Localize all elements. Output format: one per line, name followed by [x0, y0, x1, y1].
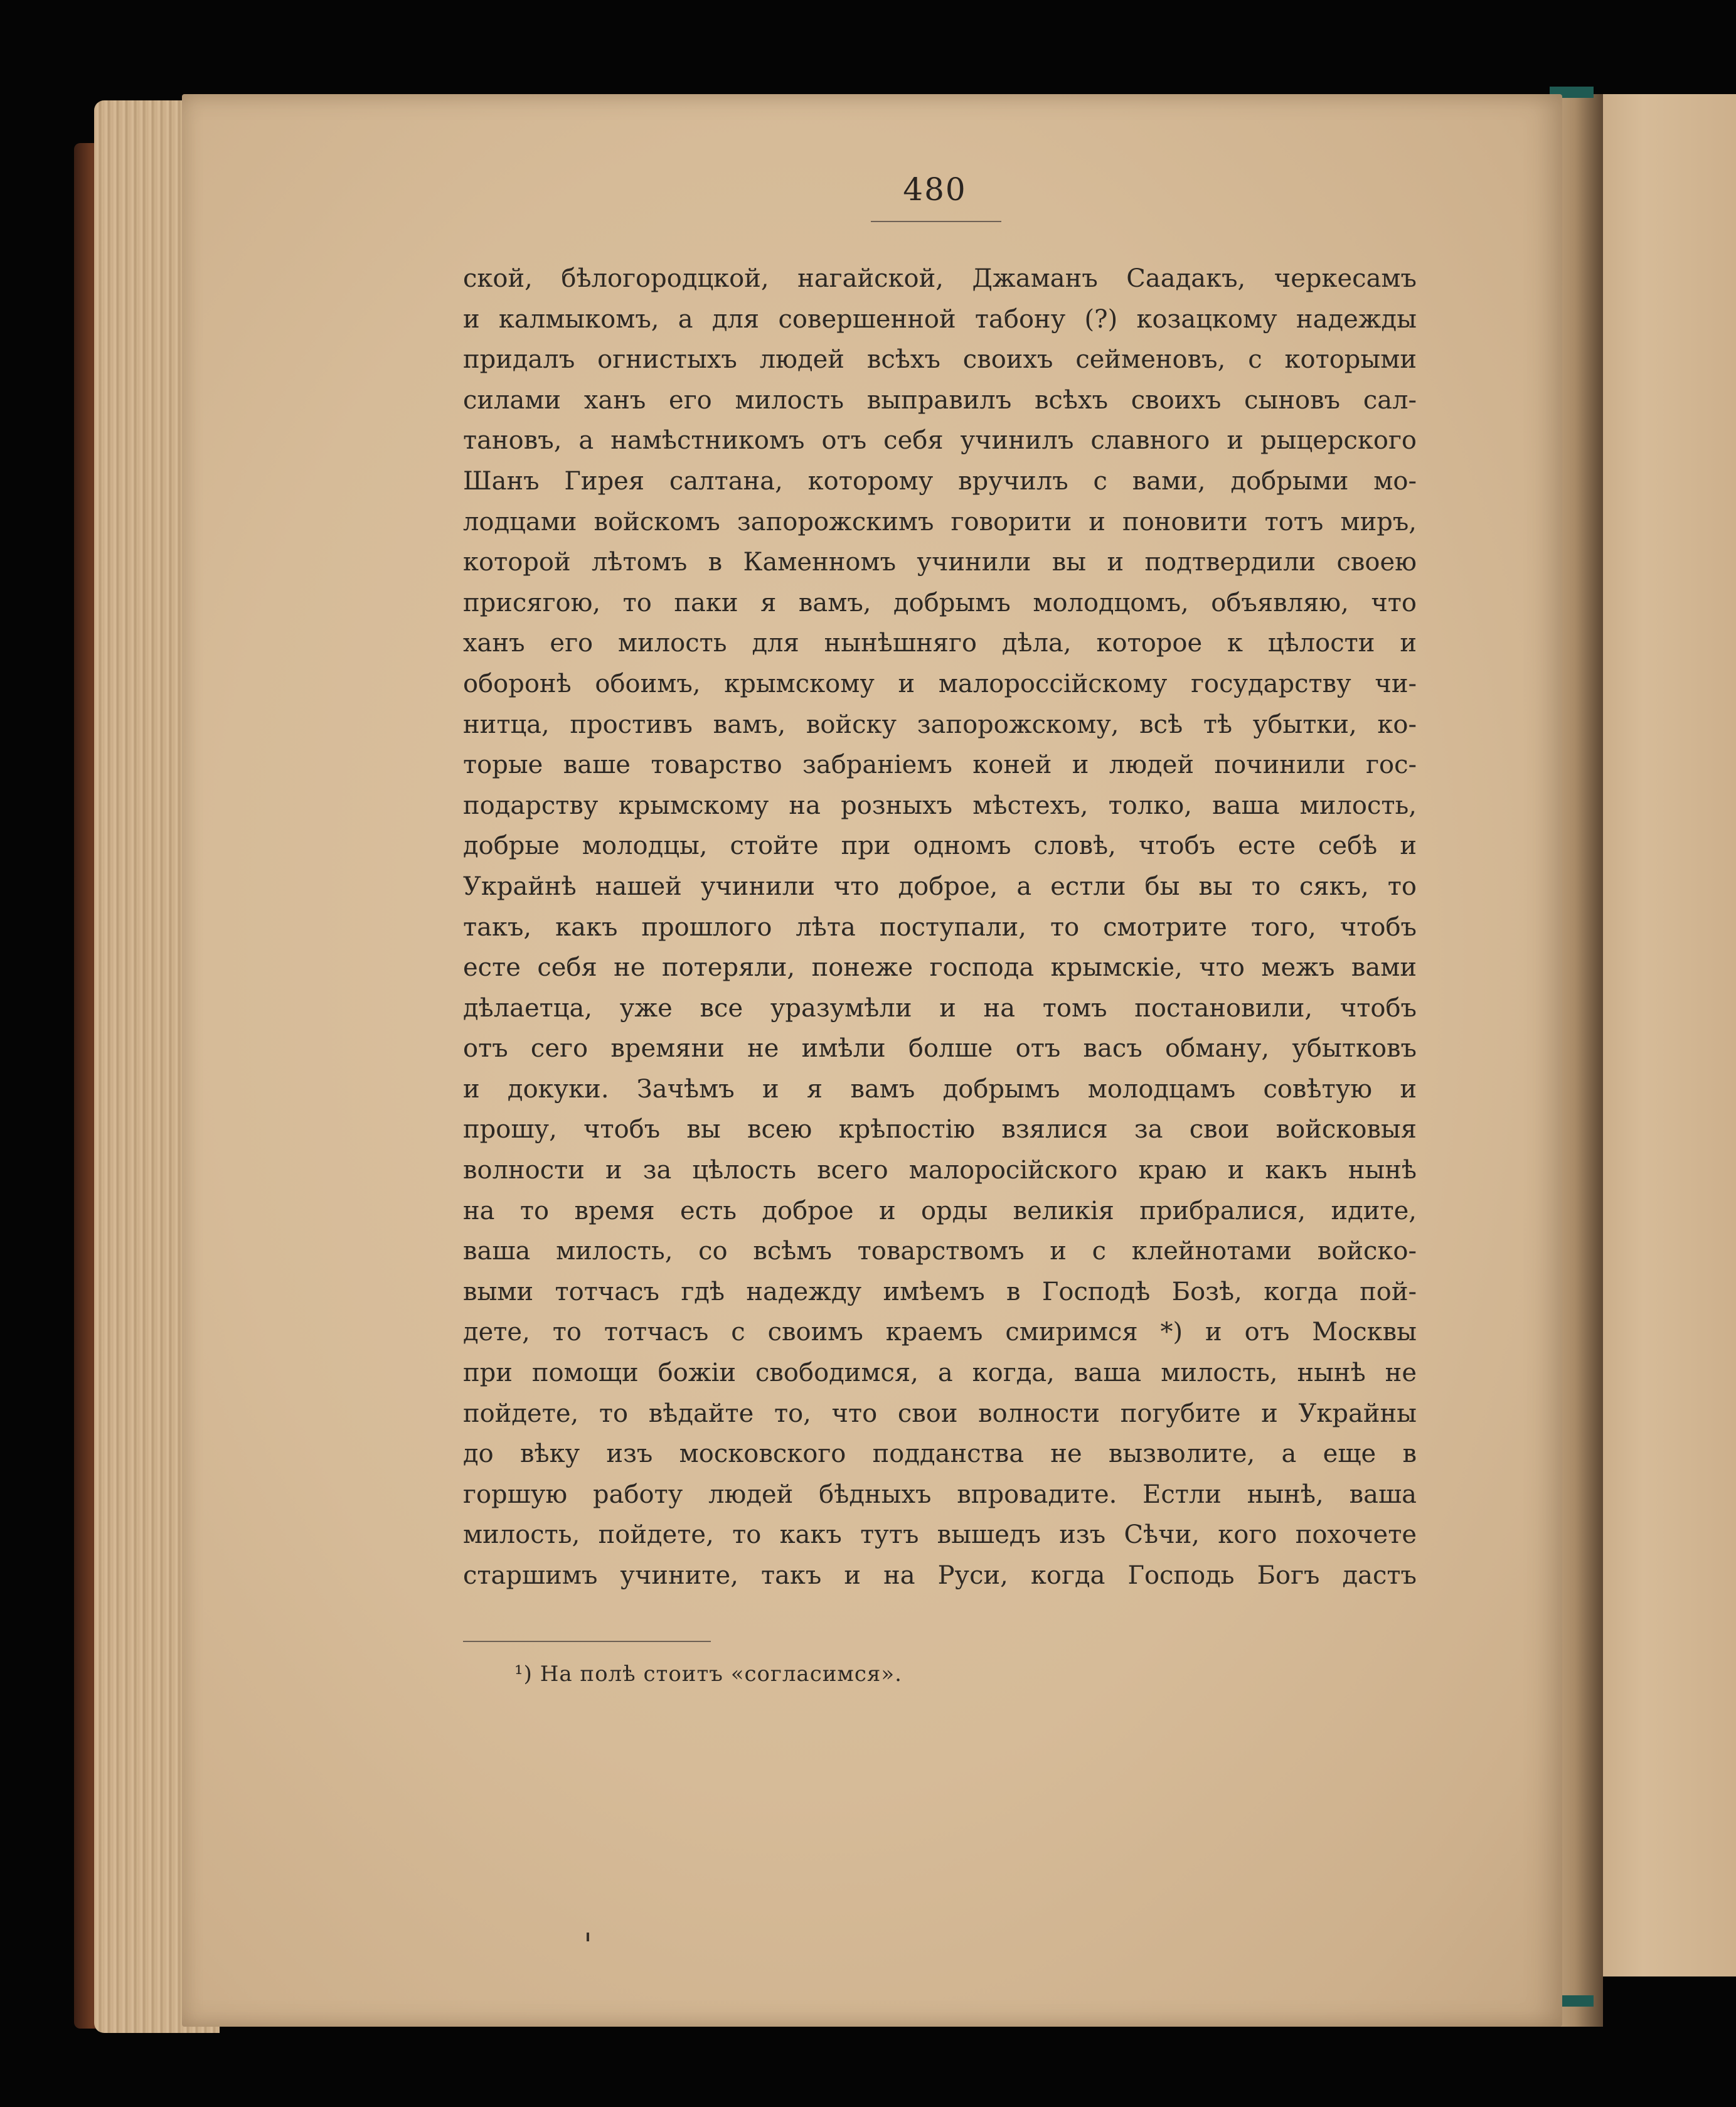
text-line: старшимъ учините, такъ и на Руси, когда Господь Богъ дастъ — [463, 1561, 1417, 1590]
text-line: и докуки. Зачѣмъ и я вамъ добрымъ молодцамъ совѣтую и — [463, 1074, 1417, 1104]
text-line: оборонѣ обоимъ, крымскому и малороссійскому государству чи- — [463, 669, 1417, 698]
text-line: дѣлаетца, уже все уразумѣли и на томъ постановили, чтобъ — [463, 993, 1417, 1023]
text-line: прошу, чтобъ вы всею крѣпостію взялися за свои войсковыя — [463, 1115, 1417, 1144]
text-line: волности и за цѣлость всего малоросійского краю и какъ нынѣ — [463, 1156, 1417, 1185]
text-line: до вѣку изъ московского подданства не вызволите, а еще в — [463, 1439, 1417, 1469]
text-line: Украйнѣ нашей учинили что доброе, а естли бы вы то сякъ, то — [463, 872, 1417, 901]
text-line: такъ, какъ прошлого лѣта поступали, то смотрите того, чтобъ — [463, 912, 1417, 942]
text-line: подарству крымскому на розныхъ мѣстехъ, толко, ваша милость, — [463, 791, 1417, 820]
next-page-leaf — [1581, 94, 1736, 1976]
text-line: горшую работу людей бѣдныхъ впровадите. Естли нынѣ, ваша — [463, 1480, 1417, 1509]
text-line: нитца, простивъ вамъ, войску запорожскому, всѣ тѣ убытки, ко- — [463, 710, 1417, 739]
footnote: ¹) На полѣ стоитъ «согласимся». — [514, 1662, 902, 1687]
text-line: ской, бѣлогородцкой, нагайской, Джаманъ Саадакъ, черкесамъ — [463, 264, 1417, 293]
text-line: добрые молодцы, стойте при одномъ словѣ, чтобъ есте себѣ и — [463, 831, 1417, 861]
text-line: отъ сего времяни не имѣли болше отъ васъ обману, убытковъ — [463, 1034, 1417, 1064]
text-line: ханъ его милость для нынѣшняго дѣла, которое к цѣлости и — [463, 629, 1417, 658]
text-line: Шанъ Гирея салтана, которому вручилъ с вами, добрыми мо- — [463, 466, 1417, 496]
body-text — [463, 259, 1417, 1596]
text-line: милость, пойдете, то какъ тутъ вышедъ изъ Сѣчи, кого похочете — [463, 1520, 1417, 1550]
text-line: придалъ огнистыхъ людей всѣхъ своихъ сейменовъ, с которыми — [463, 345, 1417, 375]
text-line: лодцами войскомъ запорожскимъ говорити и поновити тотъ миръ, — [463, 507, 1417, 536]
page-number-rule — [871, 221, 1001, 222]
text-line: есте себя не потеряли, понеже господа крымскіе, что межъ вами — [463, 953, 1417, 983]
text-line: дете, то тотчасъ с своимъ краемъ смиримся *) и отъ Москвы — [463, 1318, 1417, 1347]
text-line: при помощи божіи свободимся, а когда, ваша милость, нынѣ не — [463, 1358, 1417, 1388]
text-line: присягою, то паки я вамъ, добрымъ молодцомъ, объявляю, что — [463, 588, 1417, 617]
text-line: которой лѣтомъ в Каменномъ учинили вы и подтвердили своею — [463, 548, 1417, 577]
text-line: на то время есть доброе и орды великія прибралися, идите, — [463, 1196, 1417, 1225]
ink-speck — [587, 1933, 589, 1941]
text-line: тановъ, а намѣстникомъ отъ себя учинилъ славного и рыцерского — [463, 426, 1417, 456]
footnote-rule — [463, 1641, 711, 1642]
text-line: торые ваше товарство забраніемъ коней и людей починили гос- — [463, 750, 1417, 780]
text-line: силами ханъ его милость выправилъ всѣхъ своихъ сыновъ сал- — [463, 385, 1417, 415]
text-line: и калмыкомъ, а для совершенной табону (?) козацкому надежды — [463, 304, 1417, 334]
page-number: 480 — [903, 171, 967, 208]
text-line: ваша милость, со всѣмъ товарствомъ и с клейнотами войско- — [463, 1237, 1417, 1266]
text-line: пойдете, то вѣдайте то, что свои волности погубите и Украйны — [463, 1399, 1417, 1428]
text-line: выми тотчасъ гдѣ надежду имѣемъ в Господѣ Бозѣ, когда пой- — [463, 1277, 1417, 1306]
